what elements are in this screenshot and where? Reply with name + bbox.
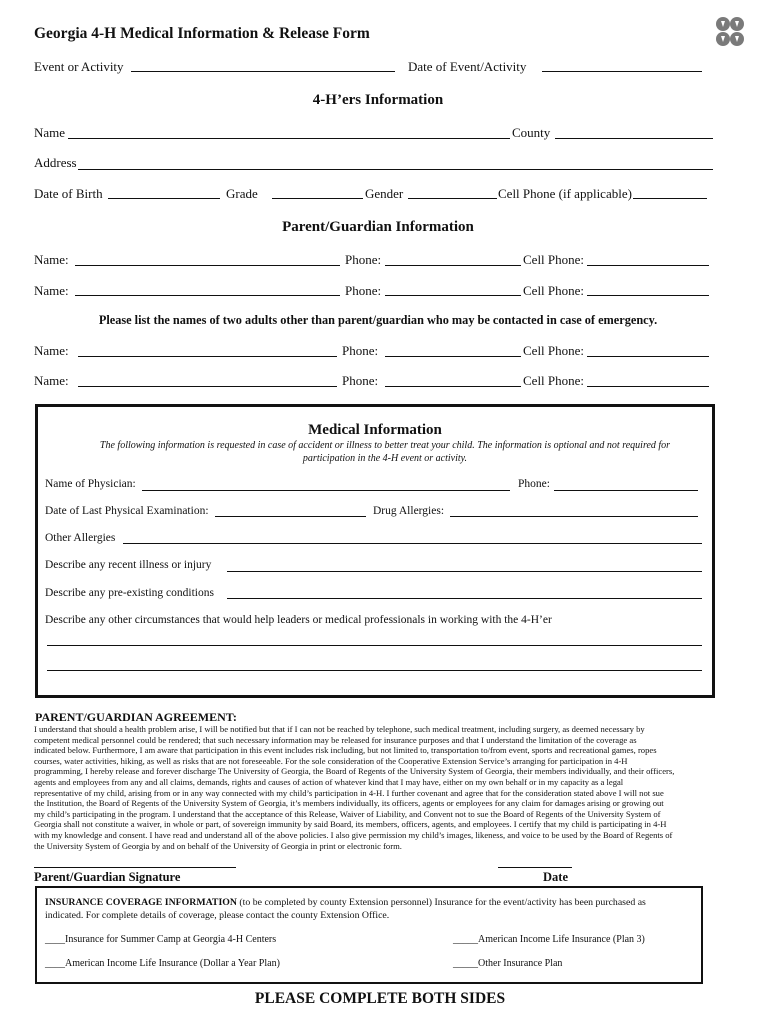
emergency-instruction: Please list the names of two adults other than parent/guardian who may be contacted in case of emergency. bbox=[98, 313, 658, 327]
agreement-line: representative of my child, arising from or in any way connected with my child’s participation in 4-H. I further covenant and agree that for the consideration stated above I will not sue bbox=[34, 787, 664, 798]
guardian2-cell-label: Cell Phone: bbox=[523, 283, 585, 298]
emergency2-cell-label: Cell Phone: bbox=[523, 373, 585, 388]
recent-illness-line[interactable] bbox=[227, 571, 702, 572]
form-title: Georgia 4-H Medical Information & Release Form bbox=[34, 25, 370, 42]
gender-label: Gender bbox=[365, 186, 404, 201]
emergency1-cell-line[interactable] bbox=[587, 356, 709, 357]
agreement-line: I understand that should a health problem arise, I will be notified but that if I can not be reached by telephone, such medical treatment, including surgery, as deemed necessary by bbox=[34, 724, 645, 734]
gender-line[interactable] bbox=[408, 198, 497, 199]
dob-line[interactable] bbox=[108, 198, 220, 199]
agreement-line: agents and employees from any and all claims, demands, rights and causes of action of whatever kind that I may have, either on my own behalf or in my capacity as a legal bbox=[34, 776, 624, 787]
insurance-option-summer-camp[interactable]: ____Insurance for Summer Camp at Georgia 4-H Centers bbox=[45, 934, 277, 945]
event-date-line[interactable] bbox=[542, 71, 702, 72]
emergency2-phone-label: Phone: bbox=[342, 373, 379, 388]
guardian2-name-line[interactable] bbox=[75, 295, 340, 296]
hers-name-label: Name bbox=[34, 125, 66, 140]
emergency1-name-line[interactable] bbox=[78, 356, 337, 357]
physician-phone-label: Phone: bbox=[518, 478, 550, 490]
clover-logo-icon bbox=[712, 14, 748, 50]
insurance-heading bbox=[45, 897, 646, 908]
signature-line[interactable] bbox=[34, 867, 236, 868]
agreement-heading: PARENT/GUARDIAN AGREEMENT: bbox=[35, 710, 237, 724]
event-label: Event or Activity bbox=[34, 59, 124, 74]
agreement-line: with my knowledge and consent. I have read and understand all of the above policies. I also give permission my child’s images, likeness, and voice to be used by the Board of Regents of bbox=[34, 829, 673, 840]
signature-label: Parent/Guardian Signature bbox=[34, 870, 181, 884]
drug-allergies-line[interactable] bbox=[450, 516, 698, 517]
signature-date-label: Date bbox=[543, 870, 568, 884]
drug-allergies-label: Drug Allergies: bbox=[373, 505, 445, 517]
signature-date-line[interactable] bbox=[498, 867, 572, 868]
agreement-line: indicated below. Furthermore, I am aware that participation in this event includes risk including, but not limited to, transportation to/from event, sports and recreational games, ropes bbox=[34, 745, 657, 756]
agreement-line: the Institution, the Board of Regents of the University System of Georgia, it’s members individually, its officers, agents or employees for any claim for damages arising or growing out bbox=[34, 798, 664, 809]
county-label: County bbox=[512, 125, 551, 140]
guardian1-cell-line[interactable] bbox=[587, 265, 709, 266]
insurance-option-plan3[interactable]: _____American Income Life Insurance (Plan 3) bbox=[453, 934, 645, 945]
other-allergies-label: Other Allergies bbox=[45, 532, 116, 544]
address-label: Address bbox=[34, 155, 77, 170]
circumstances-line-1[interactable] bbox=[47, 645, 702, 646]
guardian2-phone-line[interactable] bbox=[385, 295, 521, 296]
recent-illness-label: Describe any recent illness or injury bbox=[45, 559, 212, 571]
emergency1-phone-line[interactable] bbox=[385, 356, 521, 357]
guardian1-cell-label: Cell Phone: bbox=[523, 252, 585, 267]
agreement-line: courses, water activities, hiking, as well as risks that are not foreseeable. For the sole consideration of the Cooperative Extension Service’s arranging for participation in 4-H bbox=[34, 755, 628, 766]
guardian1-phone-label: Phone: bbox=[345, 252, 382, 267]
agreement-line: my child’s participating in the program. I understand that the acceptance of this Release, Waiver of Liability, and Convent not to sue the Board of Regents of the University System of bbox=[34, 808, 661, 819]
preexisting-line[interactable] bbox=[227, 598, 702, 599]
guardian-heading: Parent/Guardian Information bbox=[282, 219, 474, 235]
emergency2-cell-line[interactable] bbox=[587, 386, 709, 387]
insurance-option-dollar-plan[interactable]: ____American Income Life Insurance (Dollar a Year Plan) bbox=[45, 958, 280, 969]
preexisting-label: Describe any pre-existing conditions bbox=[45, 587, 214, 599]
guardian1-name-label: Name: bbox=[34, 252, 69, 267]
medical-note-line1: The following information is requested in case of accident or illness to better treat your child. The information is optional and not required for bbox=[99, 440, 671, 451]
emergency1-phone-label: Phone: bbox=[342, 343, 379, 358]
agreement-line: the University System of Georgia by and on behalf of the University of Georgia in print or electronic form. bbox=[34, 840, 402, 851]
event-date-label: Date of Event/Activity bbox=[408, 59, 527, 74]
last-physical-label: Date of Last Physical Examination: bbox=[45, 505, 209, 517]
medical-heading: Medical Information bbox=[308, 422, 442, 438]
emergency2-name-line[interactable] bbox=[78, 386, 337, 387]
insurance-option-other[interactable]: _____Other Insurance Plan bbox=[453, 958, 563, 969]
agreement-line: Georgia shall not constitute a waiver, in whole or part, of sovereign immunity by said Board, its members, officers, agents, and employees. I certify that my child is participating in 4-H bbox=[34, 819, 667, 830]
emergency1-name-label: Name: bbox=[34, 343, 69, 358]
event-line[interactable] bbox=[131, 71, 395, 72]
guardian2-phone-label: Phone: bbox=[345, 283, 382, 298]
county-line[interactable] bbox=[555, 138, 713, 139]
grade-label: Grade bbox=[226, 186, 258, 201]
emergency2-phone-line[interactable] bbox=[385, 386, 521, 387]
guardian2-name-label: Name: bbox=[34, 283, 69, 298]
circumstances-label: Describe any other circumstances that would help leaders or medical professionals in working with the 4-H’er bbox=[45, 614, 552, 626]
grade-line[interactable] bbox=[272, 198, 363, 199]
insurance-heading-rest: (to be completed by county Extension personnel) Insurance for the event/activity has been purchased as bbox=[236, 897, 646, 908]
agreement-line: competent medical personnel could be rendered; that such necessary information may be released for insurance purposes and that I understand the limitation of the coverage as bbox=[34, 734, 637, 745]
agreement-line: programming, I hereby release and forever discharge The University of Georgia, the Board of Regents of the University System of Georgia, their members individually, and their officers, bbox=[34, 766, 675, 777]
address-line[interactable] bbox=[78, 169, 713, 170]
circumstances-line-2[interactable] bbox=[47, 670, 702, 671]
footer-note: PLEASE COMPLETE BOTH SIDES bbox=[254, 990, 506, 1007]
emergency1-cell-label: Cell Phone: bbox=[523, 343, 585, 358]
hers-heading: 4-H’ers Information bbox=[312, 92, 444, 108]
insurance-line2: indicated. For complete details of coverage, please contact the county Extension Office. bbox=[45, 910, 390, 921]
guardian1-name-line[interactable] bbox=[75, 265, 340, 266]
physician-label: Name of Physician: bbox=[45, 478, 136, 490]
cell-applicable-label: Cell Phone (if applicable) bbox=[498, 186, 632, 201]
guardian1-phone-line[interactable] bbox=[385, 265, 521, 266]
medical-note-line2: participation in the 4-H event or activity. bbox=[302, 453, 468, 464]
agreement-text bbox=[34, 724, 734, 851]
dob-label: Date of Birth bbox=[34, 186, 103, 201]
cell-applicable-line[interactable] bbox=[633, 198, 707, 199]
physician-line[interactable] bbox=[142, 490, 510, 491]
emergency2-name-label: Name: bbox=[34, 373, 69, 388]
other-allergies-line[interactable] bbox=[123, 543, 702, 544]
insurance-heading-bold: INSURANCE COVERAGE INFORMATION bbox=[45, 897, 237, 908]
guardian2-cell-line[interactable] bbox=[587, 295, 709, 296]
last-physical-line[interactable] bbox=[215, 516, 366, 517]
physician-phone-line[interactable] bbox=[554, 490, 698, 491]
hers-name-line[interactable] bbox=[68, 138, 510, 139]
